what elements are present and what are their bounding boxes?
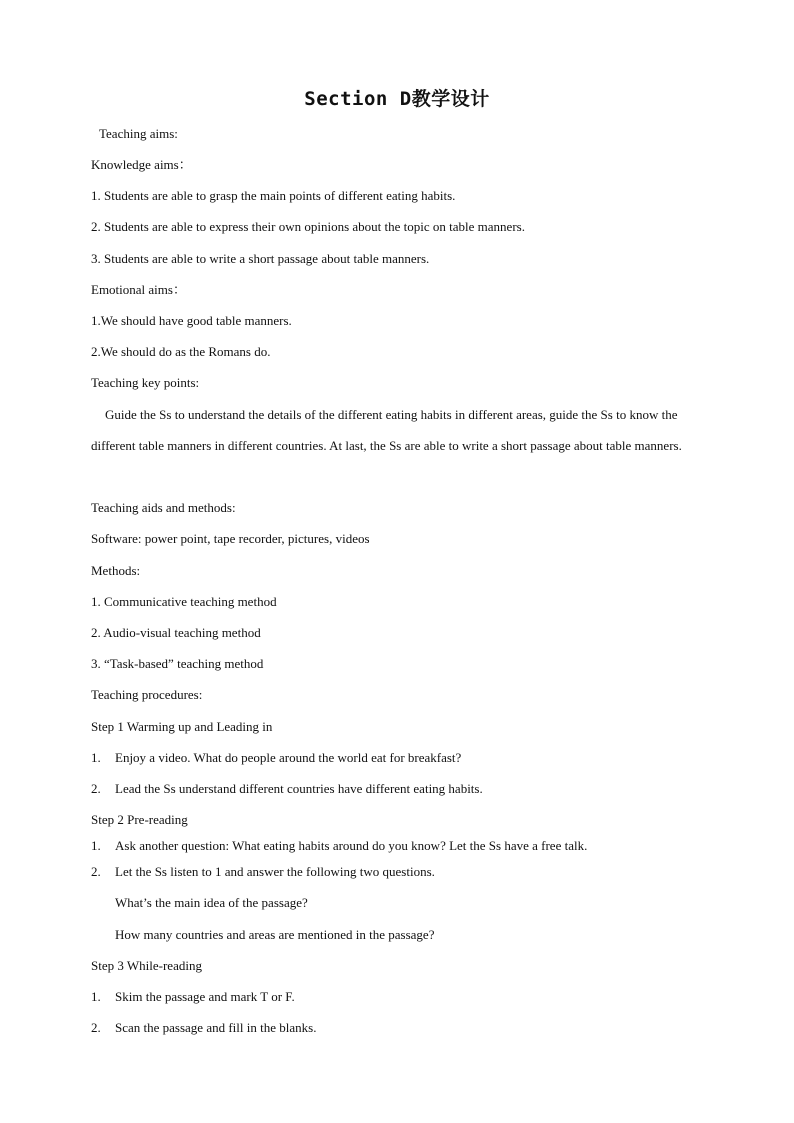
step2-heading: Step 2 Pre-reading	[91, 812, 188, 827]
list-item: Enjoy a video. What do people around the world eat for breakfast?	[115, 750, 462, 765]
question-line: What’s the main idea of the passage?	[115, 895, 308, 910]
list-item: Skim the passage and mark T or F.	[115, 989, 295, 1004]
knowledge-aims-heading: Knowledge aims：	[91, 157, 192, 172]
method-item: 1. Communicative teaching method	[91, 594, 277, 609]
teaching-aims-heading: Teaching aims:	[99, 126, 178, 141]
key-points-paragraph	[91, 399, 711, 461]
document-title: Section D教学设计	[304, 88, 490, 110]
method-item: 2. Audio-visual teaching method	[91, 625, 261, 640]
list-number: 2.	[91, 781, 101, 796]
knowledge-aim-item: 2. Students are able to express their own opinions about the topic on table manners.	[91, 219, 525, 234]
knowledge-aim-item: 1. Students are able to grasp the main points of different eating habits.	[91, 188, 456, 203]
list-number: 1.	[91, 838, 101, 853]
step1-heading: Step 1 Warming up and Leading in	[91, 719, 273, 734]
list-item: Let the Ss listen to 1 and answer the following two questions.	[115, 864, 435, 879]
list-item: Scan the passage and fill in the blanks.	[115, 1020, 317, 1035]
knowledge-aim-item: 3. Students are able to write a short passage about table manners.	[91, 251, 430, 266]
emotional-aim-item: 1.We should have good table manners.	[91, 313, 292, 328]
question-line: How many countries and areas are mentioned in the passage?	[115, 927, 435, 942]
emotional-aims-heading: Emotional aims：	[91, 282, 186, 297]
key-points-text: Guide the Ss to understand the details of the different eating habits in different areas, guide the Ss to know the different table manners in different countries. At last, the Ss are able to write a short passage about table manners.	[91, 407, 682, 453]
aids-heading: Teaching aids and methods:	[91, 500, 236, 515]
list-number: 2.	[91, 864, 101, 879]
list-number: 2.	[91, 1020, 101, 1035]
method-item: 3. “Task-based” teaching method	[91, 656, 264, 671]
emotional-aim-item: 2.We should do as the Romans do.	[91, 344, 271, 359]
step3-heading: Step 3 While-reading	[91, 958, 202, 973]
software-line: Software: power point, tape recorder, pictures, videos	[91, 531, 370, 546]
list-number: 1.	[91, 750, 101, 765]
list-item: Ask another question: What eating habits around do you know? Let the Ss have a free talk.	[115, 838, 588, 853]
list-number: 1.	[91, 989, 101, 1004]
procedures-heading: Teaching procedures:	[91, 687, 203, 702]
list-item: Lead the Ss understand different countries have different eating habits.	[115, 781, 483, 796]
methods-heading: Methods:	[91, 563, 141, 578]
key-points-heading: Teaching key points:	[91, 375, 200, 390]
